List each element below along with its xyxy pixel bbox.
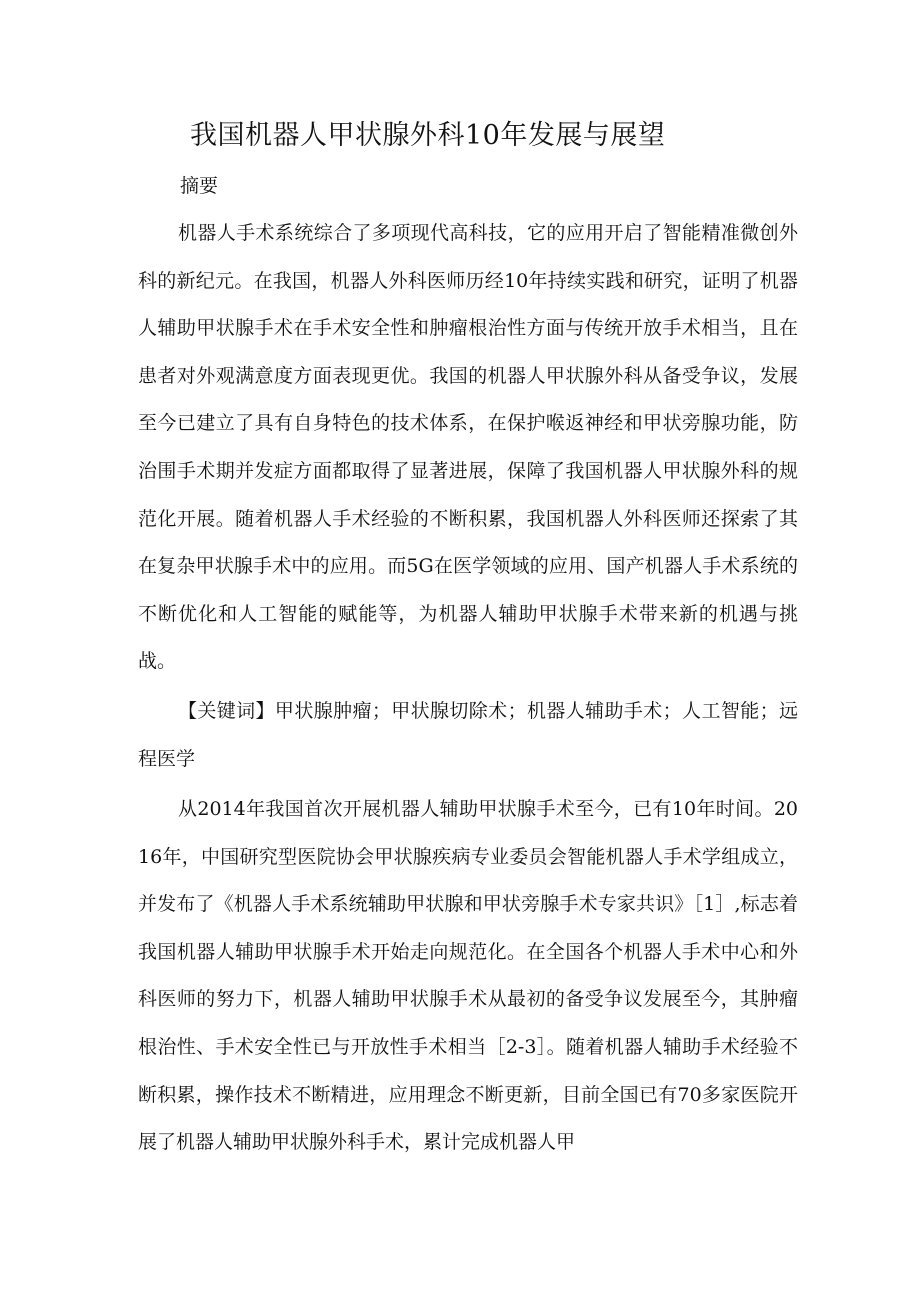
abstract-heading: 摘要 bbox=[180, 175, 219, 197]
document-title: 我国机器人甲状腺外科10年发展与展望 bbox=[190, 120, 666, 151]
keywords-paragraph: 【关键词】甲状腺肿瘤；甲状腺切除术；机器人辅助手术；人工智能；远程医学 bbox=[138, 700, 798, 770]
intro-paragraph: 从2014年我国首次开展机器人辅助甲状腺手术至今，已有10年时间。2016年，中国研究型医院协会甲状腺疾病专业委员会智能机器人手术学组成立，并发布了《机器人手术系统辅助甲状腺和甲状旁腺手术专家共识》［1］,标志着我国机器人辅助甲状腺手术开始走向规范化。在全国各个机器人手术中心和外科医师的努力下，机器人辅助甲状腺手术从最初的备受争议发展至今，其肿瘤根治性、手术安全性已与开放性手术相当［2-3］。随着机器人辅助手术经验不断积累，操作技术不断精进，应用理念不断更新，目前全国已有70多家医院开展了机器人辅助甲状腺外科手术，累计完成机器人甲 bbox=[138, 798, 798, 1154]
abstract-paragraph: 机器人手术系统综合了多项现代高科技，它的应用开启了智能精准微创外科的新纪元。在我国，机器人外科医师历经10年持续实践和研究，证明了机器人辅助甲状腺手术在手术安全性和肿瘤根治性方面与传统开放手术相当，且在患者对外观满意度方面表现更优。我国的机器人甲状腺外科从备受争议，发展至今已建立了具有自身特色的技术体系，在保护喉返神经和甲状旁腺功能，防治围手术期并发症方面都取得了显著进展，保障了我国机器人甲状腺外科的规范化开展。随着机器人手术经验的不断积累，我国机器人外科医师还探索了其在复杂甲状腺手术中的应用。而5G在医学领域的应用、国产机器人手术系统的不断优化和人工智能的赋能等，为机器人辅助甲状腺手术带来新的机遇与挑战。 bbox=[138, 222, 798, 673]
